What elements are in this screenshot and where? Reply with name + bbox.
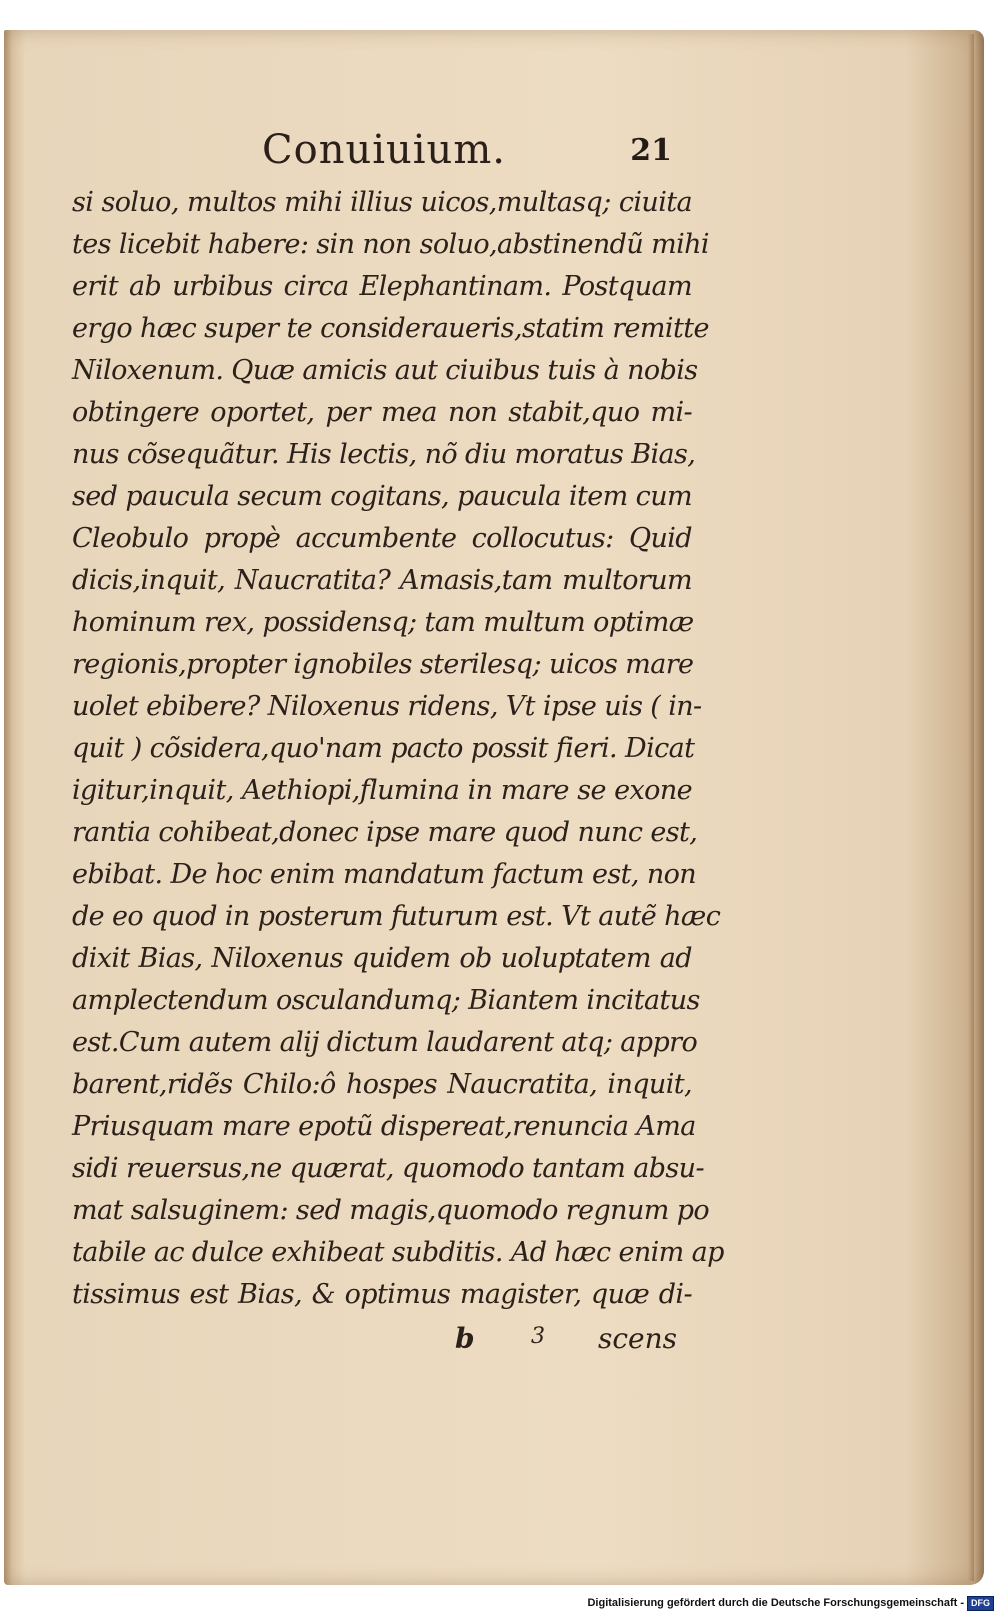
text-line: igitur,inquit, Aethiopi,flumina in mare se exone — [72, 775, 692, 806]
catchword: scens — [597, 1322, 677, 1355]
text-line: sed paucula secum cogitans, paucula item cum — [72, 481, 692, 512]
digitization-credit — [587, 1595, 994, 1611]
text-line: uolet ebibere? Niloxenus ridens, Vt ipse uis ( in- — [72, 691, 702, 722]
text-line: hominum rex, possidensq; tam multum optimæ — [72, 607, 694, 638]
signature-line — [455, 1322, 685, 1366]
dfg-logo: DFG — [967, 1596, 994, 1611]
running-head-title: Conuiuium. — [262, 127, 506, 173]
text-line: nus cõsequãtur. His lectis, nõ diu moratus Bias, — [72, 439, 696, 470]
text-line: Cleobulo propè accumbente collocutus: Quid — [72, 523, 692, 554]
text-line: sidi reuersus,ne quærat, quomodo tantam absu- — [72, 1153, 704, 1184]
text-line: tabile ac dulce exhibeat subditis. Ad hæc enim ap — [72, 1237, 724, 1268]
text-line: barent,ridẽs Chilo:ô hospes Naucratita, inquit, — [72, 1069, 692, 1100]
text-line: de eo quod in posterum futurum est. Vt autẽ hæc — [72, 901, 721, 932]
page-number: 21 — [630, 133, 672, 168]
text-line: dixit Bias, Niloxenus quidem ob uoluptatem ad — [72, 943, 692, 974]
text-line: Priusquam mare epotũ dispereat,renuncia Ama — [72, 1111, 696, 1142]
signature-mark: b — [455, 1322, 475, 1355]
text-line: obtingere oportet, per mea non stabit,quo mi- — [72, 397, 692, 428]
signature-number: 3 — [531, 1324, 545, 1349]
text-line: rantia cohibeat,donec ipse mare quod nunc est, — [72, 817, 698, 848]
page-edge-shadow — [968, 34, 974, 1581]
text-line: si soluo, multos mihi illius uicos,multasq; ciuita — [72, 187, 692, 218]
text-line: Niloxenum. Quæ amicis aut ciuibus tuis à nobis — [72, 355, 698, 386]
text-line: tissimus est Bias, & optimus magister, quæ di- — [72, 1279, 692, 1310]
text-line: erit ab urbibus circa Elephantinam. Postquam — [72, 271, 692, 302]
running-head — [262, 127, 682, 187]
text-line: est.Cum autem alij dictum laudarent atq; appro — [72, 1027, 698, 1058]
text-line: tes licebit habere: sin non soluo,abstinendũ mihi — [72, 229, 709, 260]
body-text — [72, 182, 724, 1316]
credit-text: Digitalisierung gefördert durch die Deutsche Forschungsgemeinschaft - — [587, 1597, 964, 1609]
text-line: ebibat. De hoc enim mandatum factum est, non — [72, 859, 697, 890]
text-line: regionis,propter ignobiles sterilesq; uicos mare — [72, 649, 694, 680]
text-line: ergo hæc super te consideraueris,statim remitte — [72, 313, 709, 344]
text-line: dicis,inquit, Naucratita? Amasis,tam multorum — [72, 565, 692, 596]
text-line: quit ) cõsidera,quo'nam pacto possit fieri. Dicat — [72, 733, 695, 764]
text-line: amplectendum osculandumq; Biantem incitatus — [72, 985, 700, 1016]
text-line: mat salsuginem: sed magis,quomodo regnum po — [72, 1195, 710, 1226]
